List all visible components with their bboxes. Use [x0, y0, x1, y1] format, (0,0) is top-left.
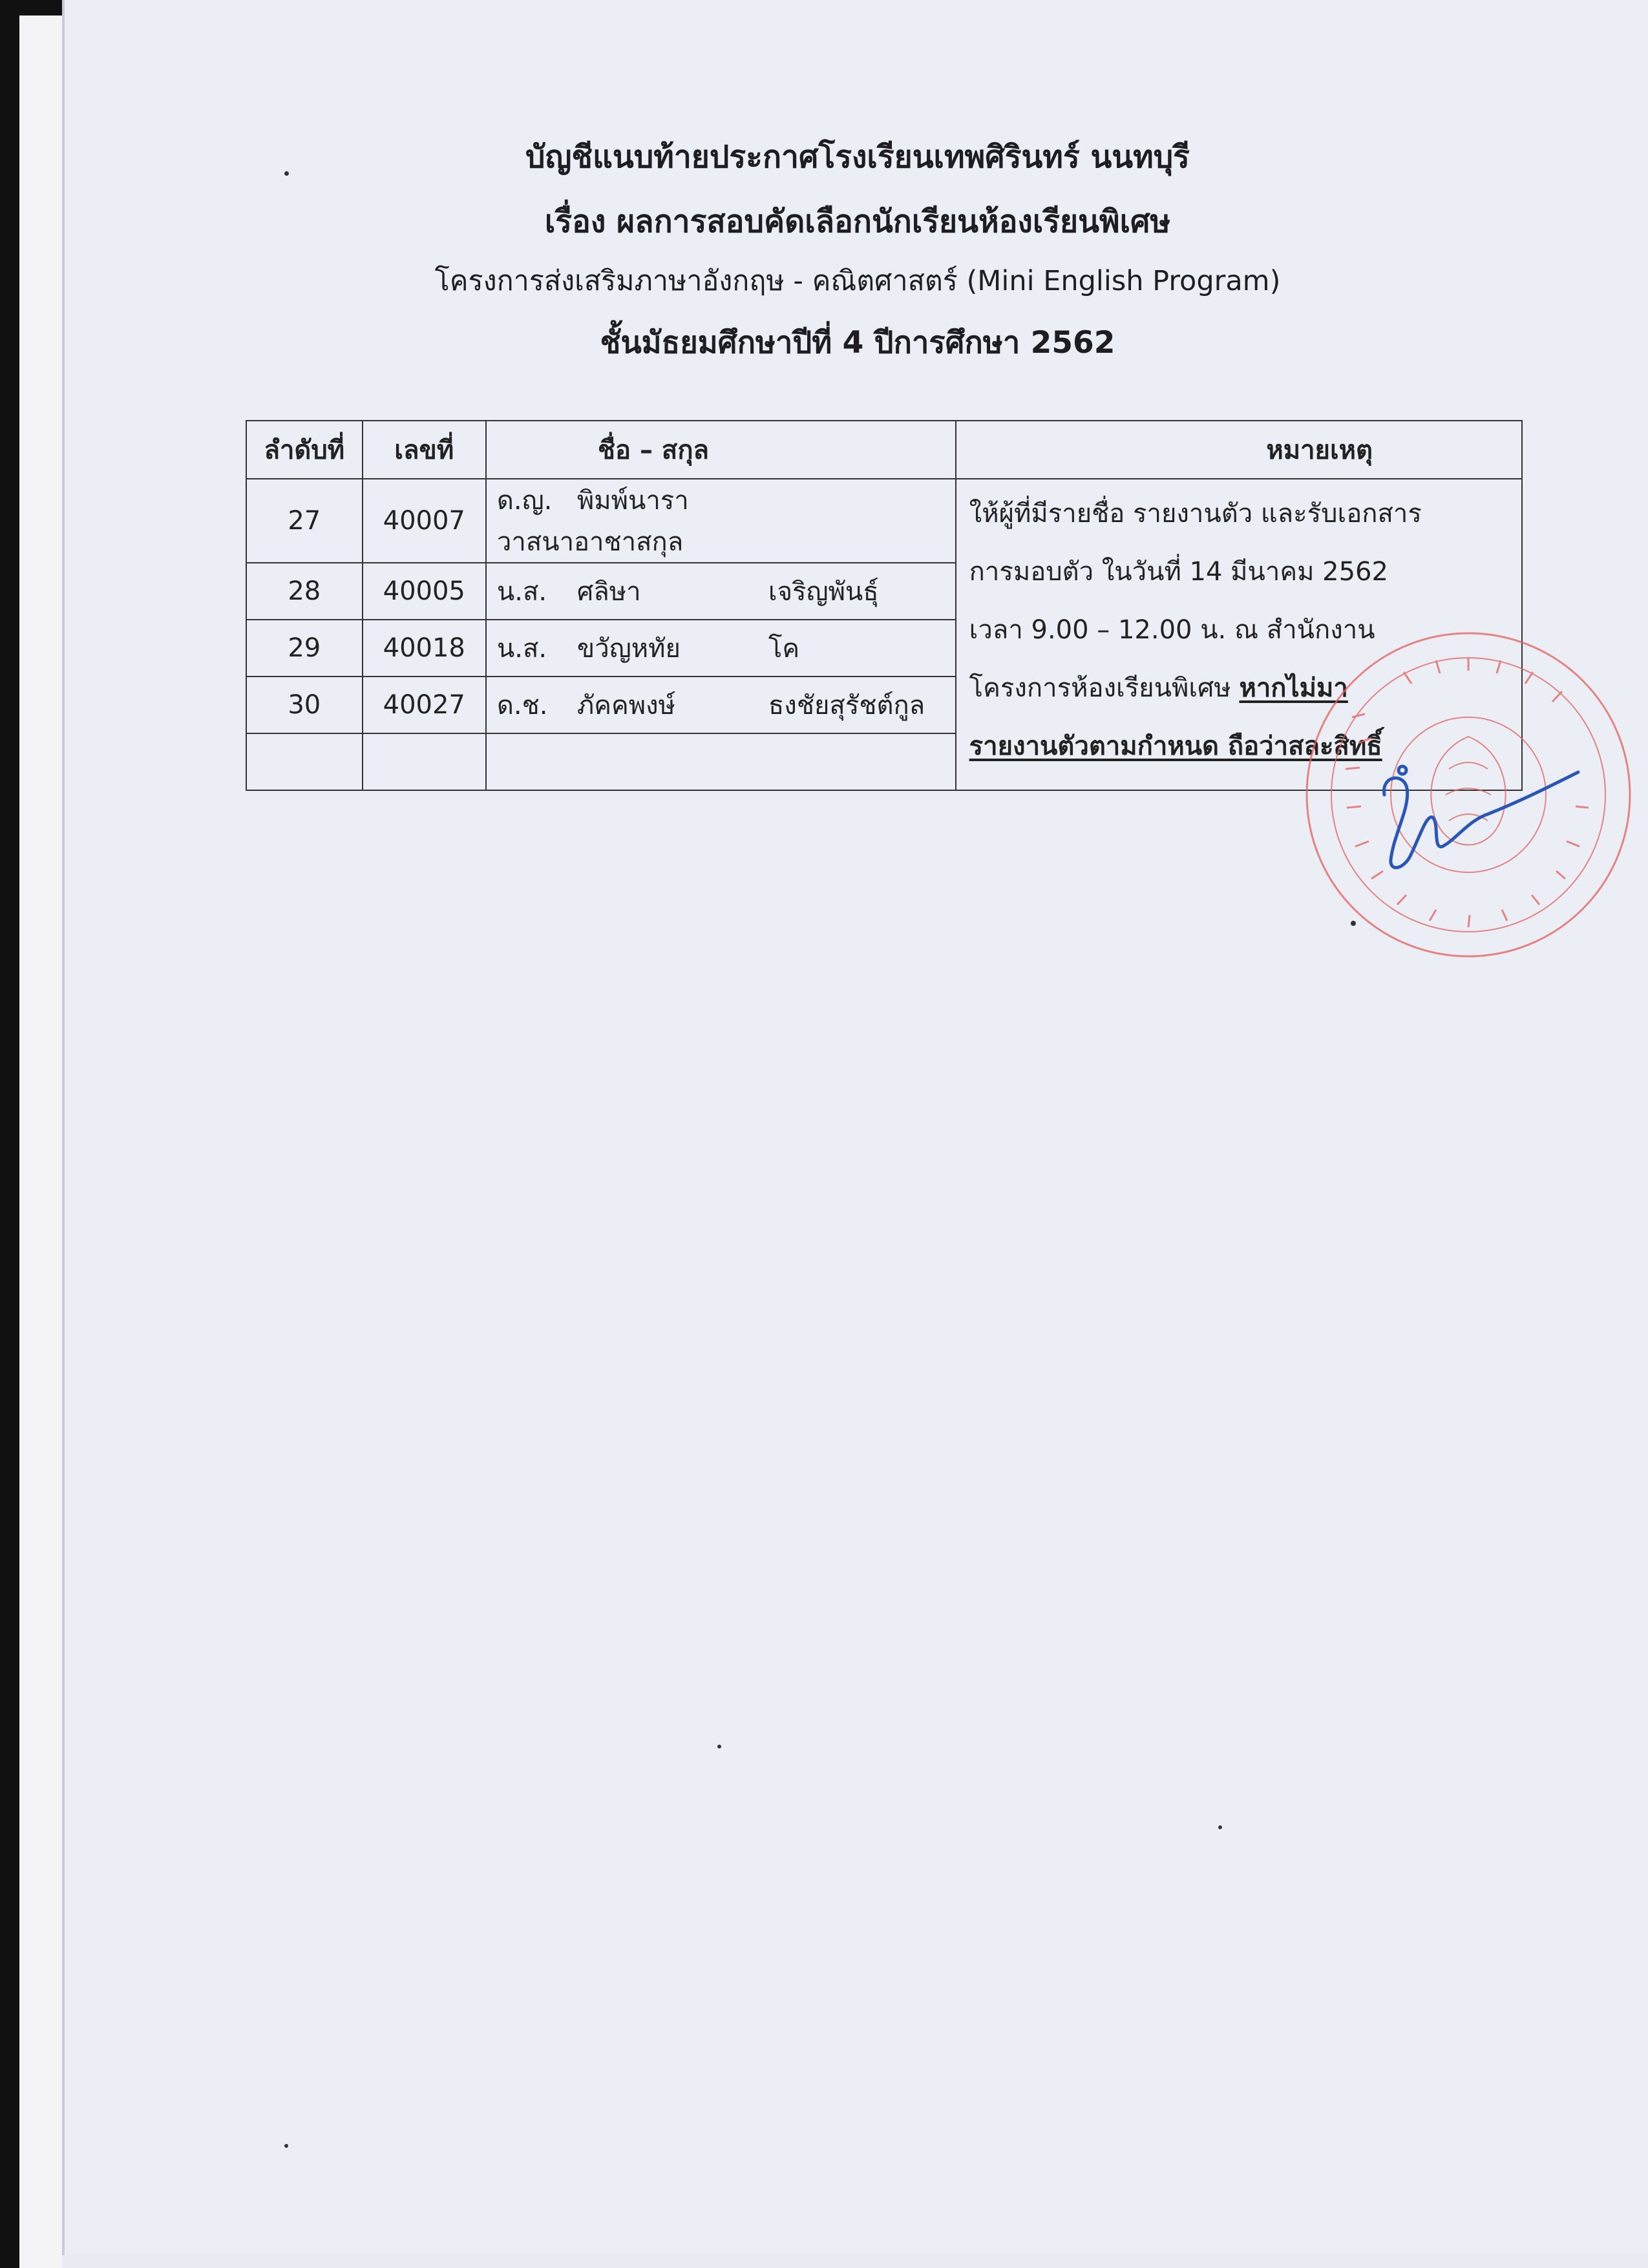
official-seal-stamp — [1274, 601, 1648, 989]
scan-speck — [284, 171, 289, 176]
scan-speck — [1218, 1825, 1222, 1829]
row-name — [486, 620, 956, 677]
note-line-3: เวลา 9.00 – 12.00 น. ณ สำนักงาน — [969, 615, 1375, 645]
row-order — [246, 733, 363, 790]
scan-border-left — [0, 0, 62, 2268]
signature — [1384, 766, 1578, 868]
table-header-row — [246, 421, 1522, 479]
row-id: 40005 — [363, 563, 486, 620]
title-line-3: โครงการส่งเสริมภาษาอังกฤษ - คณิตศาสตร์ (Mini English Program) — [434, 265, 1281, 297]
row-order: 28 — [246, 563, 363, 620]
header-id: เลขที่ — [363, 421, 486, 479]
last-name: วาสนาอาชาสกุล — [496, 527, 684, 557]
note-line-1: ให้ผู้ที่มีรายชื่อ รายงานตัว และรับเอกสาร — [969, 499, 1422, 529]
header-name: ชื่อ – สกุล — [486, 421, 956, 479]
note-line-4-plain: โครงการห้องเรียนพิเศษ — [969, 673, 1240, 703]
first-name: ศลิษา — [576, 577, 641, 607]
title-line-1: บัญชีแนบท้ายประกาศโรงเรียนเทพศิรินทร์ นนทบุรี — [525, 139, 1190, 175]
scan-speck — [717, 1745, 721, 1748]
row-name — [486, 479, 956, 563]
table-row — [246, 479, 1522, 563]
scan-border-top — [0, 0, 66, 16]
row-id: 40018 — [363, 620, 486, 677]
row-name — [486, 563, 956, 620]
name-prefix: น.ส. — [496, 577, 547, 607]
note-line-4-underlined: หากไม่มา — [1239, 673, 1348, 703]
last-name: ธงชัยสุรัชต์กูล — [768, 691, 925, 720]
row-name — [486, 733, 956, 790]
row-id — [363, 733, 486, 790]
header-note: หมายเหตุ — [956, 421, 1522, 479]
row-order: 29 — [246, 620, 363, 677]
title-line-4: ชั้นมัธยมศึกษาปีที่ 4 ปีการศึกษา 2562 — [600, 325, 1115, 361]
header-order: ลำดับที่ — [246, 421, 363, 479]
row-order: 30 — [246, 677, 363, 733]
title-line-2: เรื่อง ผลการสอบคัดเลือกนักเรียนห้องเรียนพิเศษ — [544, 204, 1171, 240]
row-name — [486, 677, 956, 733]
first-name: พิมพ์นารา — [576, 486, 689, 516]
name-prefix: ด.ช. — [496, 691, 548, 720]
scan-speck — [284, 2144, 288, 2148]
row-order: 27 — [246, 479, 363, 563]
row-id: 40027 — [363, 677, 486, 733]
name-prefix: น.ส. — [496, 634, 547, 664]
document-page — [62, 0, 1648, 2255]
row-id: 40007 — [363, 479, 486, 563]
last-name: โค — [768, 634, 800, 664]
first-name: ขวัญหทัย — [576, 634, 681, 664]
note-line-5-underlined: รายงานตัวตามกำหนด ถือว่าสละสิทธิ์ — [969, 731, 1382, 761]
name-prefix: ด.ญ. — [496, 486, 553, 516]
note-line-2: การมอบตัว ในวันที่ 14 มีนาคม 2562 — [969, 557, 1388, 587]
scan-speck — [1351, 921, 1356, 926]
first-name: ภัคคพงษ์ — [576, 691, 676, 720]
last-name: เจริญพันธุ์ — [768, 577, 879, 607]
